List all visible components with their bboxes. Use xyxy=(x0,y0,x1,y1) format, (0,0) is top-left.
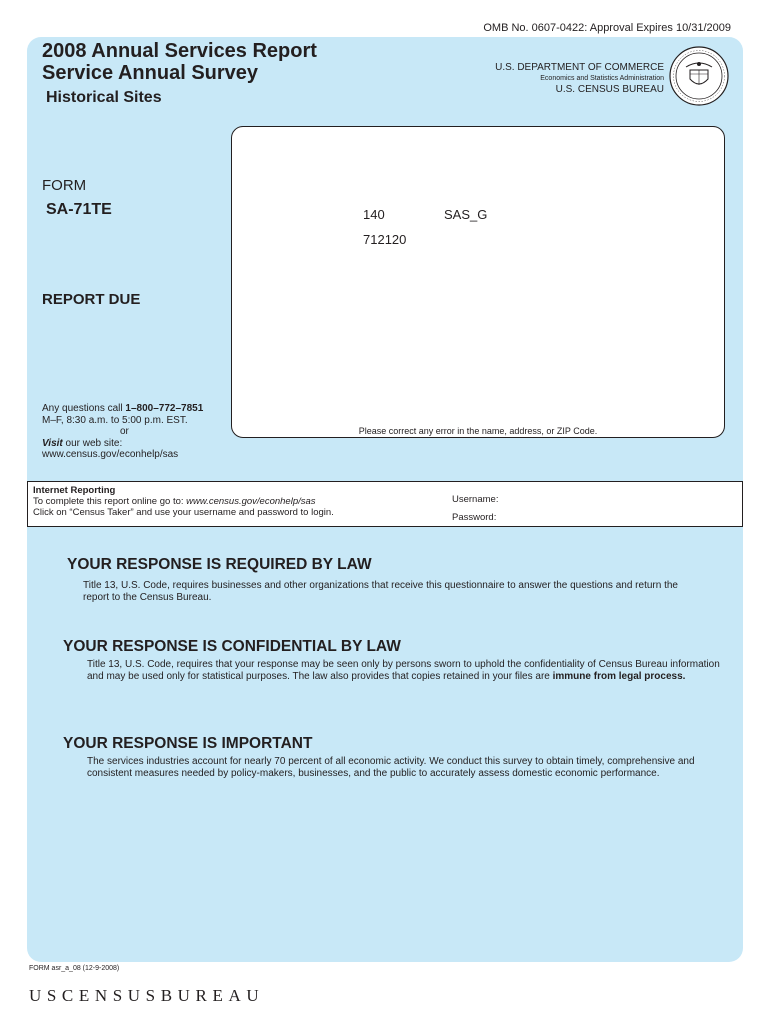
phone-line xyxy=(42,403,203,415)
form-number: SA-71TE xyxy=(46,201,112,218)
internet-line1-prefix: To complete this report online go to: xyxy=(33,496,187,507)
form-label: FORM xyxy=(42,177,87,194)
omb-approval: OMB No. 0607-0422: Approval Expires 10/31/2009 xyxy=(483,22,731,34)
username-label: Username: xyxy=(452,494,499,505)
department-of-commerce-seal-icon xyxy=(668,45,730,107)
confidential-heading: YOUR RESPONSE IS CONFIDENTIAL BY LAW xyxy=(63,638,401,655)
login-fields xyxy=(452,491,498,527)
department-name: U.S. DEPARTMENT OF COMMERCE xyxy=(495,62,664,73)
hours: M–F, 8:30 a.m. to 5:00 p.m. EST. xyxy=(42,414,188,426)
internet-url[interactable]: www.census.gov/econhelp/sas xyxy=(186,496,316,507)
report-title: 2008 Annual Services Report xyxy=(42,40,317,62)
mailing-label-code: 140 xyxy=(363,207,385,222)
survey-subtitle: Historical Sites xyxy=(46,89,162,106)
mailing-label-naics: 712120 xyxy=(363,232,407,247)
call-prefix: Any questions call xyxy=(42,403,126,414)
phone-number: 1–800–772–7851 xyxy=(125,403,204,414)
bureau-name: U.S. CENSUS BUREAU xyxy=(555,84,664,95)
confidential-bold: immune from legal process. xyxy=(552,670,686,682)
important-heading: YOUR RESPONSE IS IMPORTANT xyxy=(63,735,313,752)
mailing-label-survey: SAS_G xyxy=(444,207,488,222)
report-due-label: REPORT DUE xyxy=(42,291,141,308)
visit-rest: our web site: xyxy=(62,437,123,449)
confidential-text xyxy=(87,659,727,682)
census-bureau-wordmark: USCENSUSBUREAU xyxy=(29,986,265,1005)
internet-line1 xyxy=(33,496,334,507)
administration-name: Economics and Statistics Administration xyxy=(540,75,664,82)
visit-word: Visit xyxy=(42,437,63,449)
contact-info xyxy=(42,403,203,461)
confidential-body: Title 13, U.S. Code, requires that your response may be seen only by persons sworn to uphold the confidentiality of Census Bureau information and may be used only for statistical purposes. The law also provides that copies retained in your files are xyxy=(87,659,720,682)
internet-reporting-text xyxy=(33,485,334,518)
address-correction-note: Please correct any error in the name, address, or ZIP Code. xyxy=(358,426,598,436)
internet-reporting-heading: Internet Reporting xyxy=(33,485,116,496)
or-text: or xyxy=(120,426,129,437)
survey-title: Service Annual Survey xyxy=(42,62,259,84)
department-block xyxy=(495,62,664,95)
required-by-law-heading: YOUR RESPONSE IS REQUIRED BY LAW xyxy=(67,556,372,573)
internet-line2: Click on “Census Taker” and use your username and password to login. xyxy=(33,507,334,518)
required-by-law-text: Title 13, U.S. Code, requires businesses and other organizations that receive this questionnaire to answer the questions and return the report to the Census Bureau. xyxy=(83,580,678,603)
visit-line xyxy=(42,438,203,450)
password-label: Password: xyxy=(452,512,497,523)
important-text: The services industries account for nearly 70 percent of all economic activity. We conduct this survey to obtain timely, comprehensive and consistent measures needed by policy-makers, businesses, and the public to accurately assess domestic economic performance. xyxy=(87,756,695,779)
help-url[interactable]: www.census.gov/econhelp/sas xyxy=(42,449,179,460)
form-identifier: FORM asr_a_08 (12-9-2008) xyxy=(29,965,120,972)
mailing-address-box xyxy=(231,126,725,438)
